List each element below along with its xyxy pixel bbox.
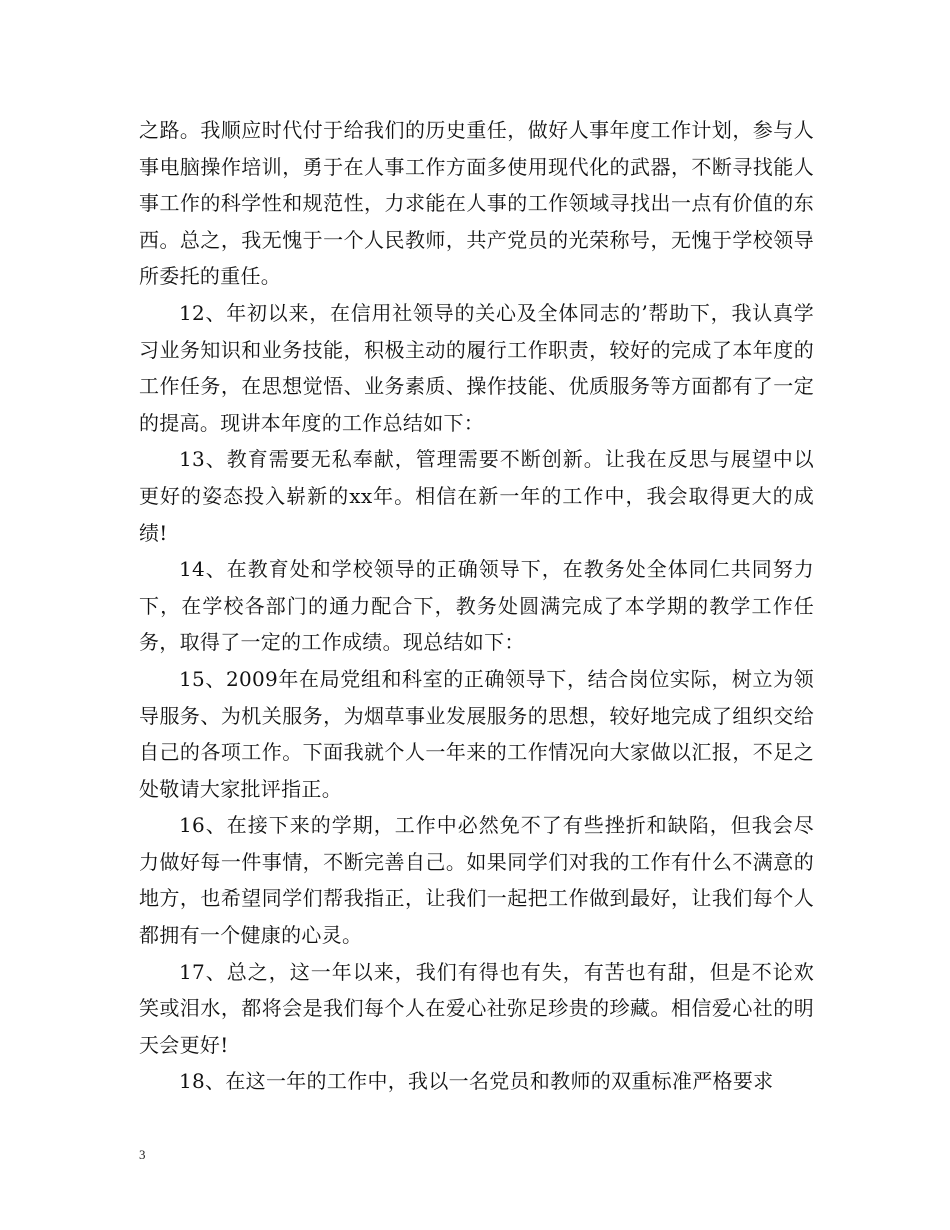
paragraph-14: 14、在教育处和学校领导的正确领导下，在教务处全体同仁共同努力下，在学校各部门的通力配合下，教务处圆满完成了本学期的教学工作任务，取得了一定的工作成绩。现总结如下： bbox=[139, 557, 814, 655]
document-body bbox=[139, 112, 814, 1100]
paragraph-12: 12、年初以来，在信用社领导的关心及全体同志的’帮助下，我认真学习业务知识和业务技能，积极主动的履行工作职责，较好的完成了本年度的工作任务，在思想觉悟、业务素质、操作技能、优质服务等方面都有了一定的提高。现讲本年度的工作总结如下： bbox=[139, 300, 814, 435]
paragraph-17: 17、总之，这一年以来，我们有得也有失，有苦也有甜，但是不论欢笑或泪水，都将会是我们每个人在爱心社弥足珍贵的珍藏。相信爱心社的明天会更好! bbox=[139, 959, 814, 1057]
paragraph-16: 16、在接下来的学期，工作中必然免不了有些挫折和缺陷，但我会尽力做好每一件事情，不断完善自己。如果同学们对我的工作有什么不满意的地方，也希望同学们帮我指正，让我们一起把工作做到最好，让我们每个人都拥有一个健康的心灵。 bbox=[139, 813, 814, 948]
paragraph-continued: 之路。我顺应时代付于给我们的历史重任，做好人事年度工作计划，参与人事电脑操作培训，勇于在人事工作方面多使用现代化的武器，不断寻找能人事工作的科学性和规范性，力求能在人事的工作领域寻找出一点有价值的东西。总之，我无愧于一个人民教师，共产党员的光荣称号，无愧于学校领导所委托的重任。 bbox=[139, 118, 814, 289]
paragraph-13: 13、教育需要无私奉献，管理需要不断创新。让我在反思与展望中以更好的姿态投入崭新的xx年。相信在新一年的工作中，我会取得更大的成绩! bbox=[139, 447, 814, 545]
paragraph-15: 15、2009年在局党组和科室的正确领导下，结合岗位实际，树立为领导服务、为机关服务，为烟草事业发展服务的思想，较好地完成了组织交给自己的各项工作。下面我就个人一年来的工作情况向大家做以汇报，不足之处敬请大家批评指正。 bbox=[139, 666, 814, 801]
paragraph-18: 18、在这一年的工作中，我以一名党员和教师的双重标准严格要求 bbox=[179, 1069, 774, 1094]
page-number: 3 bbox=[139, 1147, 146, 1162]
